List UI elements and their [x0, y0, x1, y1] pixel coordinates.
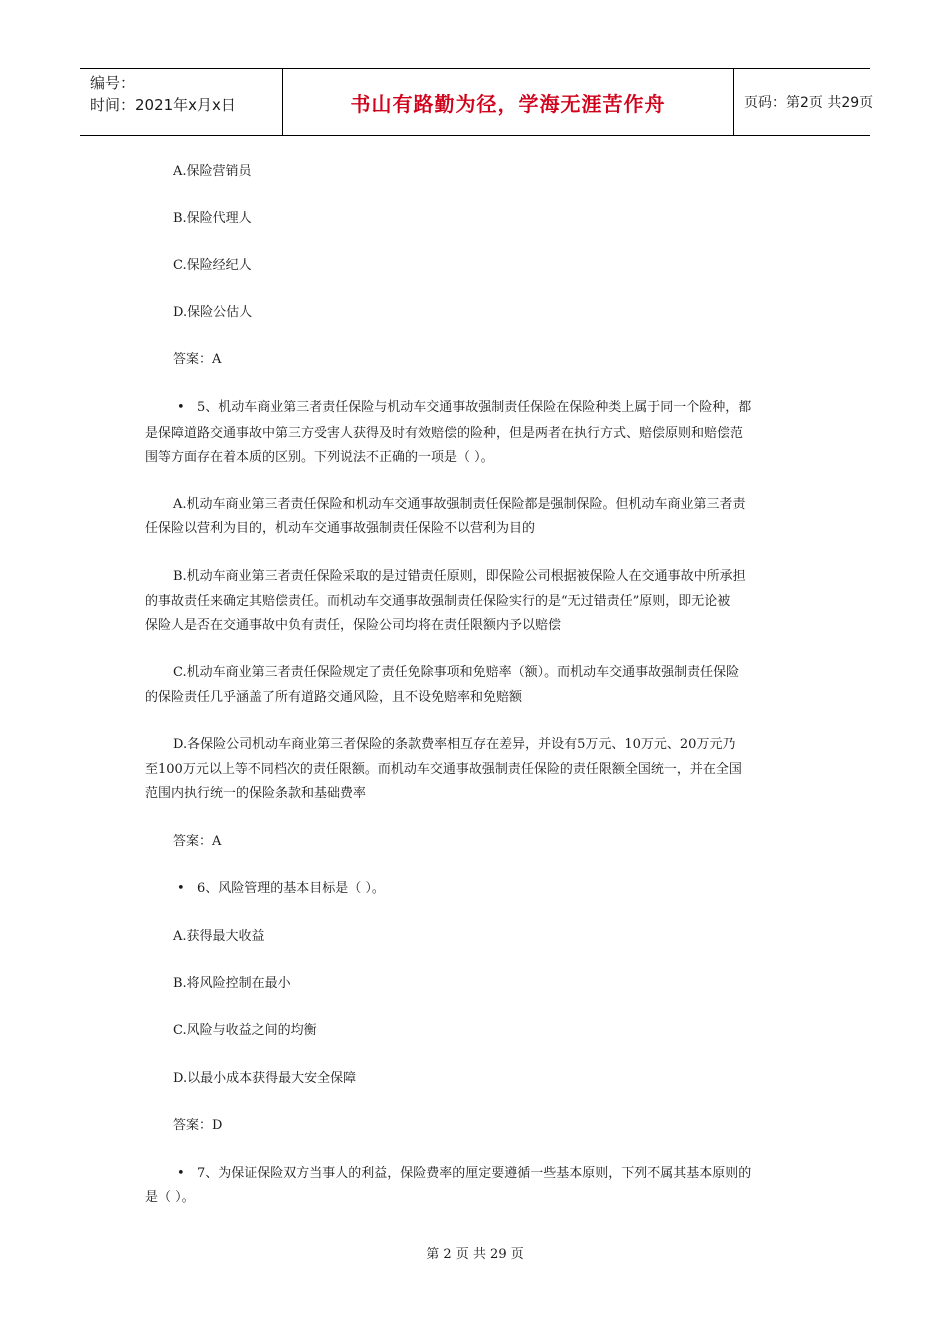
option-line: D.以最小成本获得最大安全保障 — [173, 1071, 357, 1086]
question-line: 围等方面存在着本质的区别。下列说法不正确的一项是（ ）。 — [145, 450, 494, 465]
question-line — [177, 877, 385, 901]
option-line: D.各保险公司机动车商业第三者保险的条款费率相互存在差异，并设有5万元、10万元、20万元乃 — [173, 737, 736, 752]
option-line: C.风险与收益之间的均衡 — [173, 1023, 317, 1038]
option-line: A.获得最大收益 — [173, 929, 265, 944]
answer-line: 答案：A — [173, 834, 222, 849]
option-line: 范围内执行统一的保险条款和基础费率 — [145, 786, 367, 801]
option-line: A.机动车商业第三者责任保险和机动车交通事故强制责任保险都是强制保险。但机动车商业第三者责 — [173, 497, 746, 512]
option-line: 的事故责任来确定其赔偿责任。而机动车交通事故强制责任保险实行的是“无过错责任”原则，即无论被 — [145, 594, 731, 609]
question-line — [177, 1162, 751, 1186]
question-line: 是（ ）。 — [145, 1190, 195, 1205]
bullet-icon: • — [177, 1166, 185, 1181]
bullet-icon: • — [177, 400, 185, 415]
question-line: 是保障道路交通事故中第三方受害人获得及时有效赔偿的险种，但是两者在执行方式、赔偿原则和赔偿范 — [145, 426, 744, 441]
option-line: B.将风险控制在最小 — [173, 976, 291, 991]
option-line: B.机动车商业第三者责任保险采取的是过错责任原则，即保险公司根据被保险人在交通事故中所承担 — [173, 569, 746, 584]
option-line: B.保险代理人 — [173, 211, 252, 226]
option-line: A.保险营销员 — [173, 164, 252, 179]
bullet-icon: • — [177, 881, 185, 896]
time-label: 时间：2021年x月x日 — [90, 96, 236, 114]
question-text: 7、为保证保险双方当事人的利益，保险费率的厘定要遵循一些基本原则，下列不属其基本原则的 — [197, 1166, 752, 1181]
option-line: C.机动车商业第三者责任保险规定了责任免除事项和免赔率（额）。而机动车交通事故强制责任保险 — [173, 665, 740, 680]
option-line: C.保险经纪人 — [173, 258, 252, 273]
page-info: 页码：第2页 共29页 — [744, 95, 874, 111]
option-line: 至100万元以上等不同档次的责任限额。而机动车交通事故强制责任保险的责任限额全国统一，并在全国 — [145, 762, 742, 777]
question-line — [177, 396, 751, 420]
question-text: 5、机动车商业第三者责任保险与机动车交通事故强制责任保险在保险种类上属于同一个险种，都 — [197, 400, 752, 415]
motto-text: 书山有路勤为径，学海无涯苦作舟 — [350, 91, 666, 116]
option-line: 任保险以营利为目的，机动车交通事故强制责任保险不以营利为目的 — [145, 521, 536, 536]
number-label: 编号： — [90, 74, 136, 92]
page-footer: 第 2 页 共 29 页 — [426, 1247, 524, 1262]
answer-line: 答案：A — [173, 352, 222, 367]
option-line: D.保险公估人 — [173, 305, 253, 320]
document-body — [145, 0, 810, 1230]
option-line: 的保险责任几乎涵盖了所有道路交通风险，且不设免赔率和免赔额 — [145, 690, 523, 705]
question-text: 6、风险管理的基本目标是（ ）。 — [197, 881, 385, 896]
answer-line: 答案：D — [173, 1118, 223, 1133]
option-line: 保险人是否在交通事故中负有责任，保险公司均将在责任限额内予以赔偿 — [145, 618, 562, 633]
